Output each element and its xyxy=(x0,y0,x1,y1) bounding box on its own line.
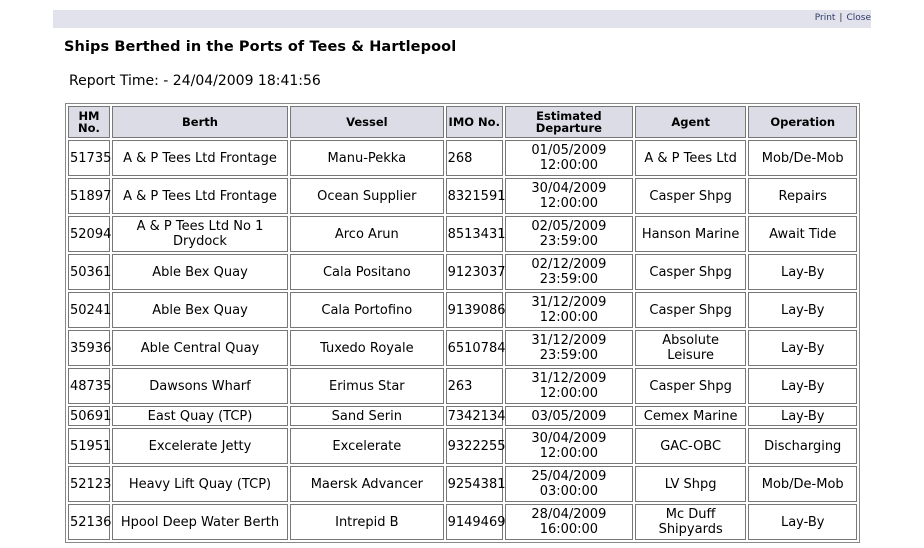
cell-imo-no: 268 xyxy=(446,140,503,176)
cell-imo-no: 7342134 xyxy=(446,406,503,426)
cell-hm-no: 52094 xyxy=(68,216,110,252)
cell-estimated-departure: 28/04/2009 16:00:00 xyxy=(505,504,633,540)
cell-estimated-departure: 03/05/2009 xyxy=(505,406,633,426)
table-row xyxy=(68,466,857,502)
cell-vessel: Excelerate xyxy=(290,428,444,464)
cell-imo-no: 9139086 xyxy=(446,292,503,328)
cell-hm-no: 48735 xyxy=(68,368,110,404)
cell-berth: East Quay (TCP) xyxy=(112,406,288,426)
cell-vessel: Manu-Pekka xyxy=(290,140,444,176)
cell-berth: Heavy Lift Quay (TCP) xyxy=(112,466,288,502)
cell-hm-no: 51735 xyxy=(68,140,110,176)
cell-berth: A & P Tees Ltd Frontage xyxy=(112,178,288,214)
cell-hm-no: 51897 xyxy=(68,178,110,214)
cell-imo-no: 8321591 xyxy=(446,178,503,214)
table-row xyxy=(68,216,857,252)
cell-vessel: Intrepid B xyxy=(290,504,444,540)
cell-agent: Cemex Marine xyxy=(635,406,747,426)
cell-hm-no: 51951 xyxy=(68,428,110,464)
cell-vessel: Erimus Star xyxy=(290,368,444,404)
cell-estimated-departure: 31/12/2009 12:00:00 xyxy=(505,292,633,328)
cell-imo-no: 9149469 xyxy=(446,504,503,540)
cell-operation: Lay-By xyxy=(748,368,857,404)
cell-agent: GAC-OBC xyxy=(635,428,747,464)
cell-estimated-departure: 02/05/2009 23:59:00 xyxy=(505,216,633,252)
cell-imo-no: 8513431 xyxy=(446,216,503,252)
cell-berth: Able Central Quay xyxy=(112,330,288,366)
table-row xyxy=(68,368,857,404)
cell-vessel: Tuxedo Royale xyxy=(290,330,444,366)
berth-table xyxy=(65,103,860,543)
table-row xyxy=(68,428,857,464)
cell-operation: Discharging xyxy=(748,428,857,464)
header-imo-no: IMO No. xyxy=(446,106,503,138)
report-time: Report Time: - 24/04/2009 18:41:56 xyxy=(69,73,321,89)
cell-vessel: Maersk Advancer xyxy=(290,466,444,502)
cell-imo-no: 9322255 xyxy=(446,428,503,464)
cell-berth: A & P Tees Ltd Frontage xyxy=(112,140,288,176)
toolbar-links xyxy=(815,13,871,23)
cell-imo-no: 6510784 xyxy=(446,330,503,366)
cell-hm-no: 35936 xyxy=(68,330,110,366)
toolbar-separator: | xyxy=(839,13,843,23)
cell-agent: Casper Shpg xyxy=(635,368,747,404)
header-berth: Berth xyxy=(112,106,288,138)
print-link[interactable]: Print xyxy=(814,13,836,23)
cell-hm-no: 52136 xyxy=(68,504,110,540)
cell-operation: Mob/De-Mob xyxy=(748,466,857,502)
cell-agent: Hanson Marine xyxy=(635,216,747,252)
cell-berth: Excelerate Jetty xyxy=(112,428,288,464)
cell-estimated-departure: 25/04/2009 03:00:00 xyxy=(505,466,633,502)
top-toolbar xyxy=(53,10,871,28)
cell-operation: Lay-By xyxy=(748,292,857,328)
cell-imo-no: 9123037 xyxy=(446,254,503,290)
cell-operation: Await Tide xyxy=(748,216,857,252)
cell-agent: A & P Tees Ltd xyxy=(635,140,747,176)
close-link[interactable]: Close xyxy=(846,13,871,23)
cell-estimated-departure: 02/12/2009 23:59:00 xyxy=(505,254,633,290)
cell-vessel: Sand Serin xyxy=(290,406,444,426)
cell-estimated-departure: 30/04/2009 12:00:00 xyxy=(505,178,633,214)
cell-operation: Lay-By xyxy=(748,504,857,540)
cell-agent: LV Shpg xyxy=(635,466,747,502)
cell-operation: Lay-By xyxy=(748,406,857,426)
header-agent: Agent xyxy=(635,106,747,138)
table-row xyxy=(68,140,857,176)
cell-operation: Repairs xyxy=(748,178,857,214)
header-estimated-departure: Estimated Departure xyxy=(505,106,633,138)
cell-berth: Able Bex Quay xyxy=(112,292,288,328)
cell-agent: Casper Shpg xyxy=(635,178,747,214)
cell-hm-no: 50241 xyxy=(68,292,110,328)
page-title: Ships Berthed in the Ports of Tees & Hartlepool xyxy=(64,39,457,55)
cell-vessel: Arco Arun xyxy=(290,216,444,252)
table-row xyxy=(68,330,857,366)
cell-operation: Lay-By xyxy=(748,254,857,290)
cell-operation: Mob/De-Mob xyxy=(748,140,857,176)
cell-berth: Able Bex Quay xyxy=(112,254,288,290)
cell-estimated-departure: 31/12/2009 12:00:00 xyxy=(505,368,633,404)
cell-agent: Casper Shpg xyxy=(635,292,747,328)
cell-hm-no: 50691 xyxy=(68,406,110,426)
cell-imo-no: 9254381 xyxy=(446,466,503,502)
cell-berth: A & P Tees Ltd No 1 Drydock xyxy=(112,216,288,252)
cell-vessel: Cala Positano xyxy=(290,254,444,290)
header-vessel: Vessel xyxy=(290,106,444,138)
table-row xyxy=(68,292,857,328)
berth-table-container xyxy=(65,103,860,543)
cell-hm-no: 50361 xyxy=(68,254,110,290)
table-header-row xyxy=(68,106,857,138)
cell-berth: Hpool Deep Water Berth xyxy=(112,504,288,540)
cell-vessel: Ocean Supplier xyxy=(290,178,444,214)
cell-berth: Dawsons Wharf xyxy=(112,368,288,404)
cell-agent: Absolute Leisure xyxy=(635,330,747,366)
cell-operation: Lay-By xyxy=(748,330,857,366)
table-row xyxy=(68,406,857,426)
cell-agent: Mc Duff Shipyards xyxy=(635,504,747,540)
cell-estimated-departure: 30/04/2009 12:00:00 xyxy=(505,428,633,464)
cell-hm-no: 52123 xyxy=(68,466,110,502)
table-row xyxy=(68,254,857,290)
cell-agent: Casper Shpg xyxy=(635,254,747,290)
table-row xyxy=(68,504,857,540)
table-row xyxy=(68,178,857,214)
header-operation: Operation xyxy=(748,106,857,138)
cell-imo-no: 263 xyxy=(446,368,503,404)
cell-estimated-departure: 31/12/2009 23:59:00 xyxy=(505,330,633,366)
cell-vessel: Cala Portofino xyxy=(290,292,444,328)
cell-estimated-departure: 01/05/2009 12:00:00 xyxy=(505,140,633,176)
header-hm-no: HM No. xyxy=(68,106,110,138)
